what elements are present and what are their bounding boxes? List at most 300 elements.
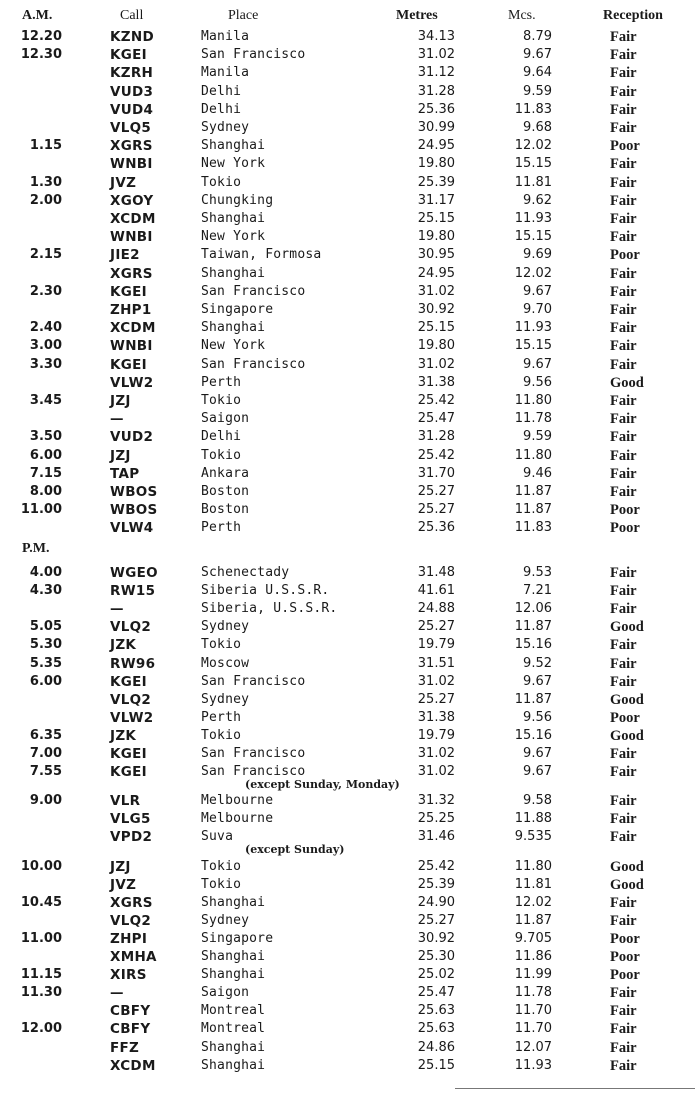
metres-cell: 30.92 <box>417 930 455 946</box>
mcs-cell: 9.52 <box>523 655 552 671</box>
call-sign-cell: WNBI <box>110 156 153 173</box>
mcs-cell: 15.15 <box>514 156 552 172</box>
time-cell: 3.00 <box>29 338 62 354</box>
call-sign-cell: KZND <box>110 29 154 45</box>
reception-cell: Fair <box>610 65 637 82</box>
reception-cell: Fair <box>610 465 637 482</box>
time-cell: 10.00 <box>20 858 62 874</box>
reception-cell: Fair <box>610 283 637 300</box>
metres-cell: 19.79 <box>417 727 455 743</box>
call-sign-cell: KGEI <box>110 283 147 300</box>
reception-cell: Good <box>610 858 644 875</box>
call-sign-cell: FFZ <box>110 1039 140 1056</box>
place-cell: Tokio <box>201 447 242 463</box>
mcs-cell: 15.16 <box>514 637 552 653</box>
metres-cell: 31.02 <box>417 283 455 299</box>
time-cell: 9.00 <box>29 793 62 809</box>
metres-cell: 34.13 <box>417 29 455 44</box>
mcs-cell: 11.80 <box>514 858 552 874</box>
metres-cell: 41.61 <box>417 583 455 599</box>
reception-cell: Poor <box>610 247 640 264</box>
mcs-cell: 7.21 <box>523 583 552 599</box>
metres-cell: 31.51 <box>417 655 455 671</box>
mcs-cell: 11.86 <box>514 949 552 964</box>
header-place: Place <box>228 8 259 23</box>
metres-cell: 31.28 <box>417 429 455 445</box>
call-sign-cell: KGEI <box>110 764 147 781</box>
metres-cell: 31.38 <box>417 374 455 390</box>
place-cell: Shanghai <box>201 1057 266 1073</box>
call-sign-cell: VUD3 <box>110 83 154 100</box>
place-cell: Suva <box>201 829 234 845</box>
call-sign-cell: VUD2 <box>110 429 154 446</box>
metres-cell: 30.99 <box>417 120 455 135</box>
time-cell: 11.15 <box>20 967 62 983</box>
mcs-cell: 11.87 <box>514 502 552 518</box>
table-row <box>0 210 700 228</box>
mcs-cell: 9.56 <box>523 709 552 725</box>
table-row <box>0 283 700 301</box>
call-sign-cell: KGEI <box>110 673 147 690</box>
call-sign-cell: CBFY <box>110 1021 151 1038</box>
table-row <box>0 465 700 483</box>
reception-cell: Good <box>610 691 644 708</box>
row-note: (except Sunday) <box>245 843 345 857</box>
call-sign-cell: KGEI <box>110 356 147 373</box>
metres-cell: 25.27 <box>417 484 455 499</box>
reception-cell: Fair <box>610 673 637 690</box>
place-cell: Tokio <box>201 393 242 408</box>
table-row <box>0 727 700 745</box>
call-sign-cell: XCDM <box>110 320 156 337</box>
mcs-cell: 11.80 <box>514 447 552 463</box>
mcs-cell: 11.80 <box>514 393 552 408</box>
reception-cell: Fair <box>610 320 637 337</box>
reception-cell: Fair <box>610 29 637 45</box>
mcs-cell: 15.15 <box>514 338 552 354</box>
table-row <box>0 966 700 984</box>
header-mcs: Mcs. <box>508 8 536 23</box>
call-sign-cell: XGRS <box>110 138 153 155</box>
time-cell: 12.20 <box>20 29 62 44</box>
metres-cell: 31.46 <box>417 829 455 845</box>
place-cell: Montreal <box>201 1003 266 1019</box>
call-sign-cell: XMHA <box>110 949 157 965</box>
place-cell: San Francisco <box>201 764 306 780</box>
time-cell: 7.55 <box>29 764 62 780</box>
table-row <box>0 228 700 246</box>
reception-cell: Fair <box>610 265 637 282</box>
metres-cell: 25.15 <box>417 320 455 336</box>
reception-cell: Fair <box>610 746 637 762</box>
table-row <box>0 709 700 727</box>
call-sign-cell: VLW2 <box>110 709 154 726</box>
reception-cell: Fair <box>610 1057 637 1074</box>
place-cell: Boston <box>201 502 250 518</box>
call-sign-cell: VPD2 <box>110 829 153 846</box>
reception-cell: Poor <box>610 520 640 537</box>
mcs-cell: 11.83 <box>514 520 552 536</box>
reception-cell: Fair <box>610 393 637 409</box>
mcs-cell: 12.02 <box>514 265 552 281</box>
metres-cell: 24.95 <box>417 265 455 281</box>
reception-cell: Fair <box>610 601 637 618</box>
place-cell: San Francisco <box>201 673 306 689</box>
call-sign-cell: XCDM <box>110 211 156 227</box>
metres-cell: 25.27 <box>417 619 455 635</box>
place-cell: Tokio <box>201 174 242 190</box>
metres-cell: 31.70 <box>417 465 455 481</box>
call-sign-cell: JZJ <box>110 393 131 409</box>
reception-cell: Good <box>610 876 644 893</box>
call-sign-cell: XGOY <box>110 192 154 209</box>
call-sign-cell: TAP <box>110 465 140 482</box>
table-row <box>0 192 700 210</box>
reception-cell: Poor <box>610 138 640 155</box>
table-row <box>0 174 700 192</box>
table-row <box>0 46 700 64</box>
table-row <box>0 930 700 948</box>
mcs-cell: 9.67 <box>523 47 552 63</box>
table-row <box>0 673 700 691</box>
table-row <box>0 1020 700 1038</box>
mcs-cell: 11.78 <box>514 985 552 1001</box>
table-row <box>0 691 700 709</box>
table-row <box>0 101 700 119</box>
reception-cell: Fair <box>610 764 637 781</box>
place-cell: Shanghai <box>201 949 266 964</box>
table-row <box>0 519 700 537</box>
mcs-cell: 11.70 <box>514 1021 552 1037</box>
reception-cell: Fair <box>610 411 637 428</box>
row-note: (except Sunday, Monday) <box>245 778 400 792</box>
place-cell: Shanghai <box>201 1039 266 1055</box>
metres-cell: 31.28 <box>417 83 455 99</box>
place-cell: New York <box>201 156 266 172</box>
time-cell: 11.00 <box>20 502 62 518</box>
place-cell: San Francisco <box>201 356 306 372</box>
table-row <box>0 428 700 446</box>
metres-cell: 31.02 <box>417 673 455 689</box>
time-cell: 2.40 <box>29 320 62 336</box>
mcs-cell: 12.07 <box>514 1039 552 1055</box>
call-sign-cell: JZK <box>110 727 137 744</box>
mcs-cell: 9.46 <box>523 465 552 481</box>
reception-cell: Poor <box>610 502 640 519</box>
place-cell: Melbourne <box>201 811 274 827</box>
mcs-cell: 11.88 <box>514 811 552 827</box>
call-sign-cell: — <box>110 411 124 428</box>
mcs-cell: 12.06 <box>514 601 552 617</box>
table-row <box>0 374 700 392</box>
mcs-cell: 12.02 <box>514 894 552 910</box>
time-cell: 2.15 <box>29 247 62 263</box>
table-row <box>0 948 700 966</box>
call-sign-cell: KGEI <box>110 746 147 762</box>
reception-cell: Fair <box>610 338 637 355</box>
place-cell: Melbourne <box>201 793 274 809</box>
place-cell: Singapore <box>201 302 274 317</box>
table-row <box>0 319 700 337</box>
mcs-cell: 9.67 <box>523 746 552 761</box>
mcs-cell: 11.99 <box>514 967 552 983</box>
reception-cell: Poor <box>610 949 640 965</box>
call-sign-cell: VLW2 <box>110 374 154 391</box>
reception-cell: Fair <box>610 829 637 846</box>
table-row <box>0 119 700 137</box>
place-cell: Siberia, U.S.S.R. <box>201 601 338 617</box>
call-sign-cell: RW96 <box>110 655 156 672</box>
reception-cell: Fair <box>610 101 637 118</box>
table-row <box>0 155 700 173</box>
mcs-cell: 11.83 <box>514 101 552 117</box>
place-cell: Shanghai <box>201 138 266 154</box>
reception-cell: Fair <box>610 484 637 500</box>
time-cell: 11.30 <box>20 985 62 1001</box>
metres-cell: 31.48 <box>417 565 455 580</box>
call-sign-cell: JZJ <box>110 447 131 464</box>
call-sign-cell: JVZ <box>110 876 137 893</box>
call-sign-cell: VLQ2 <box>110 619 152 636</box>
reception-cell: Fair <box>610 1003 637 1020</box>
reception-cell: Fair <box>610 1039 637 1056</box>
place-cell: Shanghai <box>201 265 266 281</box>
place-cell: Shanghai <box>201 894 266 910</box>
table-row <box>0 655 700 673</box>
reception-cell: Good <box>610 727 644 744</box>
table-row <box>0 984 700 1002</box>
table-row <box>0 564 700 582</box>
metres-cell: 24.86 <box>417 1039 455 1055</box>
metres-cell: 25.02 <box>417 967 455 983</box>
reception-cell: Fair <box>610 447 637 464</box>
place-cell: New York <box>201 338 266 354</box>
metres-cell: 25.42 <box>417 447 455 463</box>
table-row <box>0 912 700 930</box>
bottom-rule <box>455 1088 695 1089</box>
reception-cell: Fair <box>610 211 637 227</box>
metres-cell: 25.47 <box>417 411 455 427</box>
reception-cell: Fair <box>610 894 637 911</box>
place-cell: Manila <box>201 65 250 81</box>
place-cell: Shanghai <box>201 320 266 336</box>
time-cell: 11.00 <box>20 930 62 946</box>
metres-cell: 30.95 <box>417 247 455 263</box>
time-cell: 7.15 <box>29 465 62 481</box>
call-sign-cell: JIE2 <box>110 247 140 264</box>
table-row <box>0 447 700 465</box>
call-sign-cell: XIRS <box>110 967 147 984</box>
header-am: A.M. <box>22 8 53 23</box>
time-cell: 5.30 <box>29 637 62 653</box>
call-sign-cell: WNBI <box>110 338 153 355</box>
mcs-cell: 8.79 <box>523 29 552 44</box>
mcs-cell: 11.81 <box>514 876 552 892</box>
table-row <box>0 636 700 654</box>
time-cell: 3.30 <box>29 356 62 372</box>
reception-cell: Fair <box>610 47 637 64</box>
table-row <box>0 301 700 319</box>
reception-cell: Fair <box>610 192 637 209</box>
metres-cell: 25.39 <box>417 174 455 190</box>
reception-cell: Fair <box>610 985 637 1002</box>
call-sign-cell: RW15 <box>110 583 156 600</box>
mcs-cell: 12.02 <box>514 138 552 154</box>
metres-cell: 25.39 <box>417 876 455 892</box>
metres-cell: 25.27 <box>417 502 455 518</box>
table-row <box>0 618 700 636</box>
metres-cell: 25.25 <box>417 811 455 827</box>
place-cell: Chungking <box>201 192 274 208</box>
place-cell: Tokio <box>201 727 242 743</box>
reception-cell: Good <box>610 619 644 636</box>
call-sign-cell: JZJ <box>110 858 131 875</box>
reception-cell: Fair <box>610 565 637 581</box>
call-sign-cell: VLG5 <box>110 811 151 828</box>
reception-cell: Fair <box>610 637 637 654</box>
time-cell: 1.30 <box>29 174 62 190</box>
time-cell: 8.00 <box>29 484 62 499</box>
place-cell: Saigon <box>201 411 250 427</box>
time-cell: 12.30 <box>20 47 62 63</box>
table-row <box>0 246 700 264</box>
place-cell: Siberia U.S.S.R. <box>201 583 330 599</box>
metres-cell: 24.95 <box>417 138 455 154</box>
table-row <box>0 792 700 810</box>
time-cell: 2.30 <box>29 283 62 299</box>
call-sign-cell: XGRS <box>110 265 153 282</box>
place-cell: Sydney <box>201 120 250 135</box>
call-sign-cell: WNBI <box>110 229 153 246</box>
mcs-cell: 9.59 <box>523 83 552 99</box>
table-row <box>0 1057 700 1075</box>
mcs-cell: 9.68 <box>523 120 552 135</box>
mcs-cell: 11.81 <box>514 174 552 190</box>
table-row <box>0 501 700 519</box>
table-row <box>0 894 700 912</box>
call-sign-cell: — <box>110 985 124 1002</box>
place-cell: Tokio <box>201 858 242 874</box>
metres-cell: 31.02 <box>417 356 455 372</box>
table-row <box>0 1002 700 1020</box>
table-row <box>0 1039 700 1057</box>
mcs-cell: 9.59 <box>523 429 552 445</box>
table-row <box>0 410 700 428</box>
metres-cell: 25.42 <box>417 858 455 874</box>
reception-cell: Good <box>610 374 644 391</box>
table-row <box>0 265 700 283</box>
call-sign-cell: VLQ2 <box>110 912 152 929</box>
time-cell: 3.45 <box>29 393 62 408</box>
metres-cell: 31.02 <box>417 746 455 761</box>
place-cell: Sydney <box>201 912 250 928</box>
reception-cell: Fair <box>610 120 637 136</box>
time-cell: 6.35 <box>29 727 62 743</box>
time-cell: 5.35 <box>29 655 62 671</box>
table-row <box>0 392 700 410</box>
mcs-cell: 11.93 <box>514 320 552 336</box>
place-cell: Delhi <box>201 101 242 117</box>
metres-cell: 31.02 <box>417 47 455 63</box>
place-cell: Sydney <box>201 691 250 707</box>
call-sign-cell: CBFY <box>110 1003 151 1020</box>
place-cell: Tokio <box>201 876 242 892</box>
reception-cell: Fair <box>610 1021 637 1038</box>
place-cell: New York <box>201 229 266 245</box>
reception-cell: Poor <box>610 967 640 984</box>
mcs-cell: 11.87 <box>514 619 552 635</box>
call-sign-cell: ZHP1 <box>110 302 152 318</box>
reception-cell: Poor <box>610 709 640 726</box>
table-row <box>0 745 700 763</box>
place-cell: Schenectady <box>201 565 290 580</box>
table-row <box>0 828 700 846</box>
place-cell: Perth <box>201 709 242 725</box>
metres-cell: 25.36 <box>417 101 455 117</box>
time-cell: 2.00 <box>29 192 62 208</box>
place-cell: Taiwan, Formosa <box>201 247 322 263</box>
place-cell: Montreal <box>201 1021 266 1037</box>
call-sign-cell: KZRH <box>110 65 154 82</box>
metres-cell: 25.15 <box>417 211 455 226</box>
call-sign-cell: — <box>110 601 124 618</box>
metres-cell: 19.80 <box>417 338 455 354</box>
mcs-cell: 9.62 <box>523 192 552 208</box>
call-sign-cell: VLQ5 <box>110 120 152 136</box>
pm-section-label: P.M. <box>22 541 50 556</box>
time-cell: 7.00 <box>29 746 62 761</box>
place-cell: San Francisco <box>201 47 306 63</box>
mcs-cell: 9.535 <box>514 829 552 845</box>
table-row <box>0 582 700 600</box>
place-cell: Moscow <box>201 655 250 671</box>
call-sign-cell: VLR <box>110 793 141 810</box>
table-row <box>0 356 700 374</box>
call-sign-cell: KGEI <box>110 47 147 64</box>
mcs-cell: 9.67 <box>523 283 552 299</box>
place-cell: Saigon <box>201 985 250 1001</box>
metres-cell: 31.38 <box>417 709 455 725</box>
mcs-cell: 9.64 <box>523 65 552 81</box>
table-row <box>0 858 700 876</box>
reception-cell: Fair <box>610 793 637 810</box>
metres-cell: 31.32 <box>417 793 455 809</box>
reception-cell: Fair <box>610 655 637 672</box>
place-cell: Delhi <box>201 429 242 445</box>
mcs-cell: 9.70 <box>523 302 552 317</box>
time-cell: 10.45 <box>20 894 62 910</box>
reception-cell: Fair <box>610 583 637 600</box>
mcs-cell: 9.67 <box>523 356 552 372</box>
metres-cell: 25.36 <box>417 520 455 536</box>
mcs-cell: 9.67 <box>523 764 552 780</box>
mcs-cell: 9.705 <box>514 930 552 946</box>
call-sign-cell: JVZ <box>110 174 137 191</box>
reception-cell: Fair <box>610 429 637 446</box>
metres-cell: 30.92 <box>417 302 455 317</box>
table-row <box>0 337 700 355</box>
time-cell: 4.30 <box>29 583 62 599</box>
place-cell: Shanghai <box>201 967 266 983</box>
metres-cell: 25.42 <box>417 393 455 408</box>
reception-cell: Fair <box>610 83 637 100</box>
table-row <box>0 876 700 894</box>
reception-cell: Fair <box>610 174 637 191</box>
metres-cell: 19.80 <box>417 156 455 172</box>
table-row <box>0 64 700 82</box>
place-cell: San Francisco <box>201 283 306 299</box>
metres-cell: 24.88 <box>417 601 455 617</box>
